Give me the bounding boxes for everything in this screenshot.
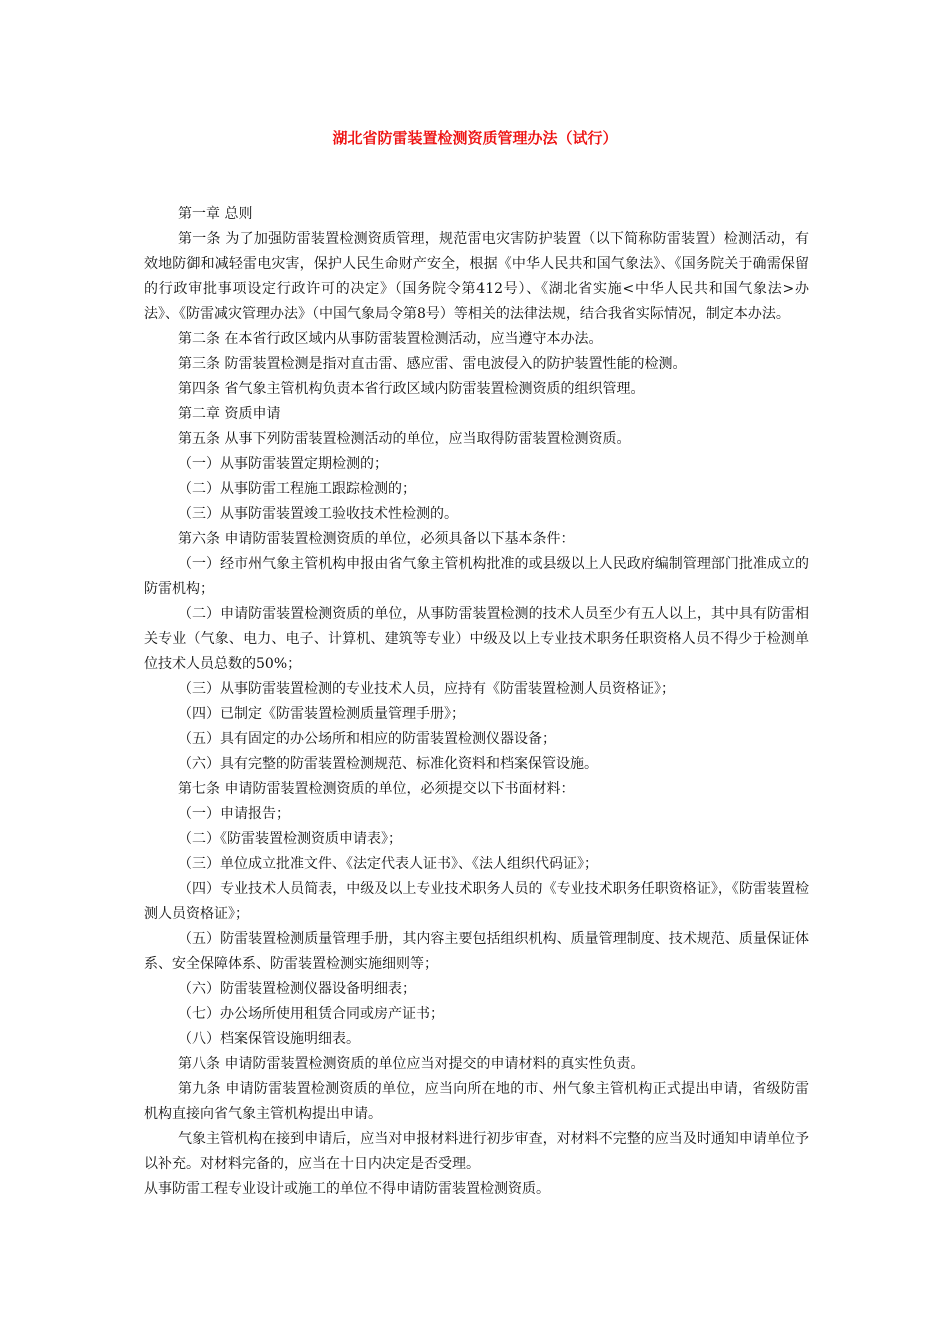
paragraph: 第六条 申请防雷装置检测资质的单位，必须具备以下基本条件：	[178, 531, 575, 547]
paragraph: （一）申请报告；	[178, 806, 290, 822]
document-title: 湖北省防雷装置检测资质管理办法（试行）	[332, 129, 618, 147]
paragraph: 第五条 从事下列防雷装置检测活动的单位，应当取得防雷装置检测资质。	[178, 431, 631, 447]
paragraph: 第一章 总则	[178, 206, 253, 222]
paragraph: （七）办公场所使用租赁合同或房产证书；	[178, 1006, 444, 1022]
paragraph: （四）专业技术人员简表，中级及以上专业技术职务人员的《专业技术职务任职资格证》，《防雷装置检测人员资格证》；	[144, 881, 809, 922]
paragraph: （二）从事防雷工程施工跟踪检测的；	[178, 481, 416, 497]
paragraph: 第九条 申请防雷装置检测资质的单位，应当向所在地的市、州气象主管机构正式提出申请，省级防雷机构直接向省气象主管机构提出申请。	[144, 1081, 809, 1122]
paragraph: （三）从事防雷装置竣工验收技术性检测的。	[178, 506, 458, 522]
paragraph: （一）从事防雷装置定期检测的；	[178, 456, 388, 472]
paragraph: （三）从事防雷装置检测的专业技术人员，应持有《防雷装置检测人员资格证》；	[178, 681, 675, 697]
paragraph: （二）《防雷装置检测资质申请表》；	[178, 831, 402, 847]
paragraph: 第三条 防雷装置检测是指对直击雷、感应雷、雷电波侵入的防护装置性能的检测。	[178, 356, 687, 372]
paragraph: 第二条 在本省行政区域内从事防雷装置检测活动，应当遵守本办法。	[178, 331, 603, 347]
paragraph: （五）防雷装置检测质量管理手册，其内容主要包括组织机构、质量管理制度、技术规范、质量保证体系、安全保障体系、防雷装置检测实施细则等；	[144, 931, 809, 972]
document-body	[144, 202, 809, 1202]
paragraph: 第七条 申请防雷装置检测资质的单位，必须提交以下书面材料：	[178, 781, 575, 797]
paragraph: 第四条 省气象主管机构负责本省行政区域内防雷装置检测资质的组织管理。	[178, 381, 645, 397]
paragraph: 第一条 为了加强防雷装置检测资质管理，规范雷电灾害防护装置（以下简称防雷装置）检测活动，有效地防御和减轻雷电灾害，保护人民生命财产安全，根据《中华人民共和国气象法》、《国务院关于确需保留的行政审批事项设定行政许可的决定》（国务院令第412号）、《湖北省实施<中华人民共和国气象法>办法》、《防雷减灾管理办法》（中国气象局令第8号）等相关的法律法规，结合我省实际情况，制定本办法。	[144, 231, 809, 322]
paragraph: （三）单位成立批准文件、《法定代表人证书》、《法人组织代码证》；	[178, 856, 598, 872]
paragraph: （六）防雷装置检测仪器设备明细表；	[178, 981, 416, 997]
paragraph: 第二章 资质申请	[178, 406, 281, 422]
paragraph: 第八条 申请防雷装置检测资质的单位应当对提交的申请材料的真实性负责。	[178, 1056, 645, 1072]
paragraph: （四）已制定《防雷装置检测质量管理手册》；	[178, 706, 465, 722]
paragraph: （一）经市州气象主管机构申报由省气象主管机构批准的或县级以上人民政府编制管理部门批准成立的防雷机构；	[144, 556, 809, 597]
paragraph: （六）具有完整的防雷装置检测规范、标准化资料和档案保管设施。	[178, 756, 598, 772]
paragraph: 气象主管机构在接到申请后，应当对申报材料进行初步审查，对材料不完整的应当及时通知申请单位予以补充。对材料完备的，应当在十日内决定是否受理。	[144, 1131, 809, 1172]
paragraph: （八）档案保管设施明细表。	[178, 1031, 360, 1047]
paragraph: （五）具有固定的办公场所和相应的防雷装置检测仪器设备；	[178, 731, 556, 747]
paragraph: （二）申请防雷装置检测资质的单位，从事防雷装置检测的技术人员至少有五人以上，其中具有防雷相关专业（气象、电力、电子、计算机、建筑等专业）中级及以上专业技术职务任职资格人员不得少于检测单位技术人员总数的50%；	[144, 606, 809, 672]
paragraph: 从事防雷工程专业设计或施工的单位不得申请防雷装置检测资质。	[144, 1181, 550, 1197]
